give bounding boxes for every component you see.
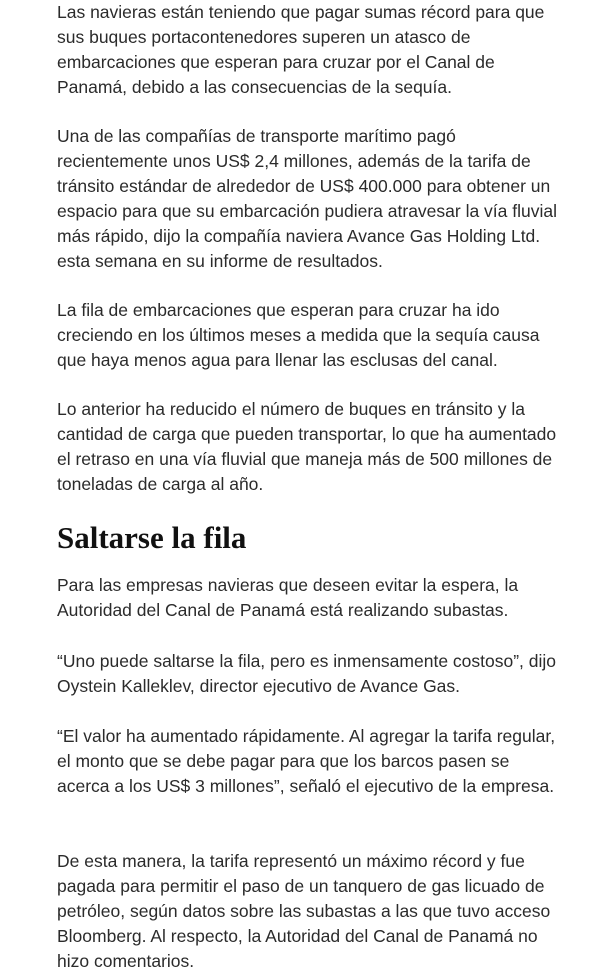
article-paragraph: “El valor ha aumentado rápidamente. Al agregar la tarifa regular, el monto que se debe pagar para que los barcos pasen se acerca a los US$ 3 millones”, señaló el ejecutivo de la empresa. — [57, 726, 556, 796]
article-paragraph: Una de las compañías de transporte marítimo pagó recientemente unos US$ 2,4 millones, además de la tarifa de tránsito estándar de alrededor de US$ 400.000 para obtener un espacio para que su embarcación pudiera atravesar la vía fluvial más rápido, dijo la compañía naviera Avance Gas Holding Ltd. esta semana en su informe de resultados. — [57, 126, 558, 271]
article-paragraph: “Uno puede saltarse la fila, pero es inmensamente costoso”, dijo Oystein Kalleklev, director ejecutivo de Avance Gas. — [57, 651, 557, 696]
article-paragraph: Lo anterior ha reducido el número de buques en tránsito y la cantidad de carga que pueden transportar, lo que ha aumentado el retraso en una vía fluvial que maneja más de 500 millones de toneladas de carga al año. — [57, 399, 557, 494]
article-paragraph: Las navieras están teniendo que pagar sumas récord para que sus buques portacontenedores superen un atasco de embarcaciones que esperan para cruzar por el Canal de Panamá, debido a las consecuencias de la sequía. — [57, 2, 545, 97]
section-heading: Saltarse la fila — [57, 520, 247, 555]
article-paragraph: De esta manera, la tarifa representó un máximo récord y fue pagada para permitir el paso de un tanquero de gas licuado de petróleo, según datos sobre las subastas a las que tuvo acceso Bloomberg. Al respecto, la Autoridad del Canal de Panamá no hizo comentarios. — [57, 851, 551, 971]
article-paragraph: Para las empresas navieras que deseen evitar la espera, la Autoridad del Canal de Panamá está realizando subastas. — [57, 575, 519, 620]
article-paragraph: La fila de embarcaciones que esperan para cruzar ha ido creciendo en los últimos meses a medida que la sequía causa que haya menos agua para llenar las esclusas del canal. — [57, 300, 540, 370]
